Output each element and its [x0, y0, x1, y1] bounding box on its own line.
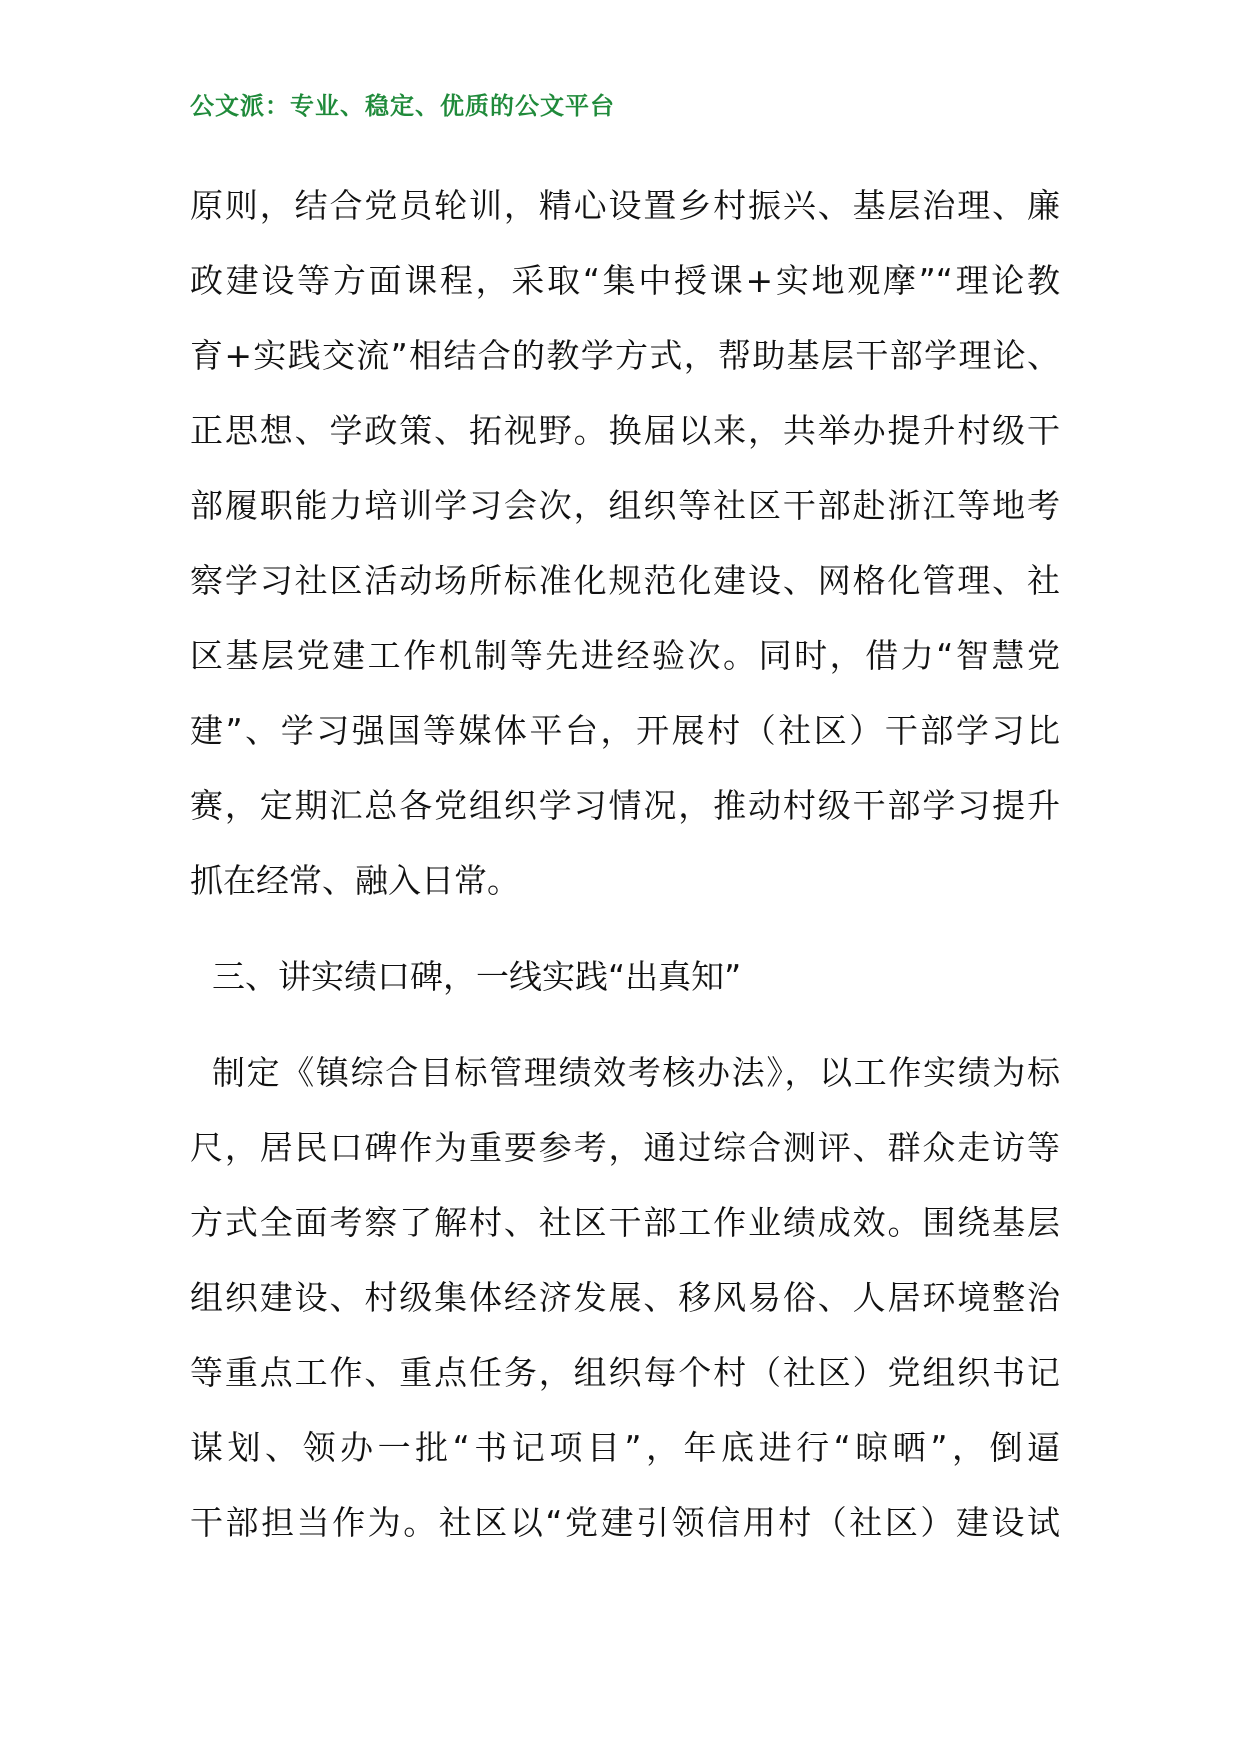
paragraph-performance-assessment: [190, 1035, 1060, 1560]
text-line: 正思想、学政策、拓视野。换届以来，共举办提升村级干: [190, 411, 1060, 450]
text-line: 部履职能力培训学习会次，组织等社区干部赴浙江等地考: [190, 486, 1060, 525]
text-line: 方式全面考察了解村、社区干部工作业绩成效。围绕基层: [190, 1203, 1060, 1242]
text-line: 察学习社区活动场所标准化规范化建设、网格化管理、社: [190, 561, 1060, 600]
text-line: 区基层党建工作机制等先进经验次。同时，借力“智慧党: [190, 636, 1060, 675]
text-line: 政建设等方面课程，采取“集中授课+实地观摩”“理论教: [190, 261, 1060, 300]
text-line: 育+实践交流”相结合的教学方式，帮助基层干部学理论、: [190, 336, 1060, 375]
text-line: 等重点工作、重点任务，组织每个村（社区）党组织书记: [190, 1353, 1060, 1392]
text-line: 谋划、领办一批“书记项目”，年底进行“晾晒”，倒逼: [190, 1428, 1060, 1467]
text-line: 赛，定期汇总各党组织学习情况，推动村级干部学习提升: [190, 786, 1060, 825]
text-line: 建”、学习强国等媒体平台，开展村（社区）干部学习比: [190, 711, 1060, 750]
page-header: 公文派：专业、稳定、优质的公文平台: [190, 92, 615, 120]
section-heading: 三、讲实绩口碑，一线实践“出真知”: [212, 957, 742, 996]
document-body: [190, 168, 1060, 1560]
text-line: 尺，居民口碑作为重要参考，通过综合测评、群众走访等: [190, 1128, 1060, 1167]
text-line: 抓在经常、融入日常。: [190, 861, 520, 900]
text-line: 制定《镇综合目标管理绩效考核办法》，以工作实绩为标: [212, 1053, 1060, 1092]
text-line: 组织建设、村级集体经济发展、移风易俗、人居环境整治: [190, 1278, 1060, 1317]
paragraph-principle-training: [190, 168, 1060, 918]
text-line: 原则，结合党员轮训，精心设置乡村振兴、基层治理、廉: [190, 186, 1060, 225]
text-line: 干部担当作为。社区以“党建引领信用村（社区）建设试: [190, 1503, 1060, 1542]
